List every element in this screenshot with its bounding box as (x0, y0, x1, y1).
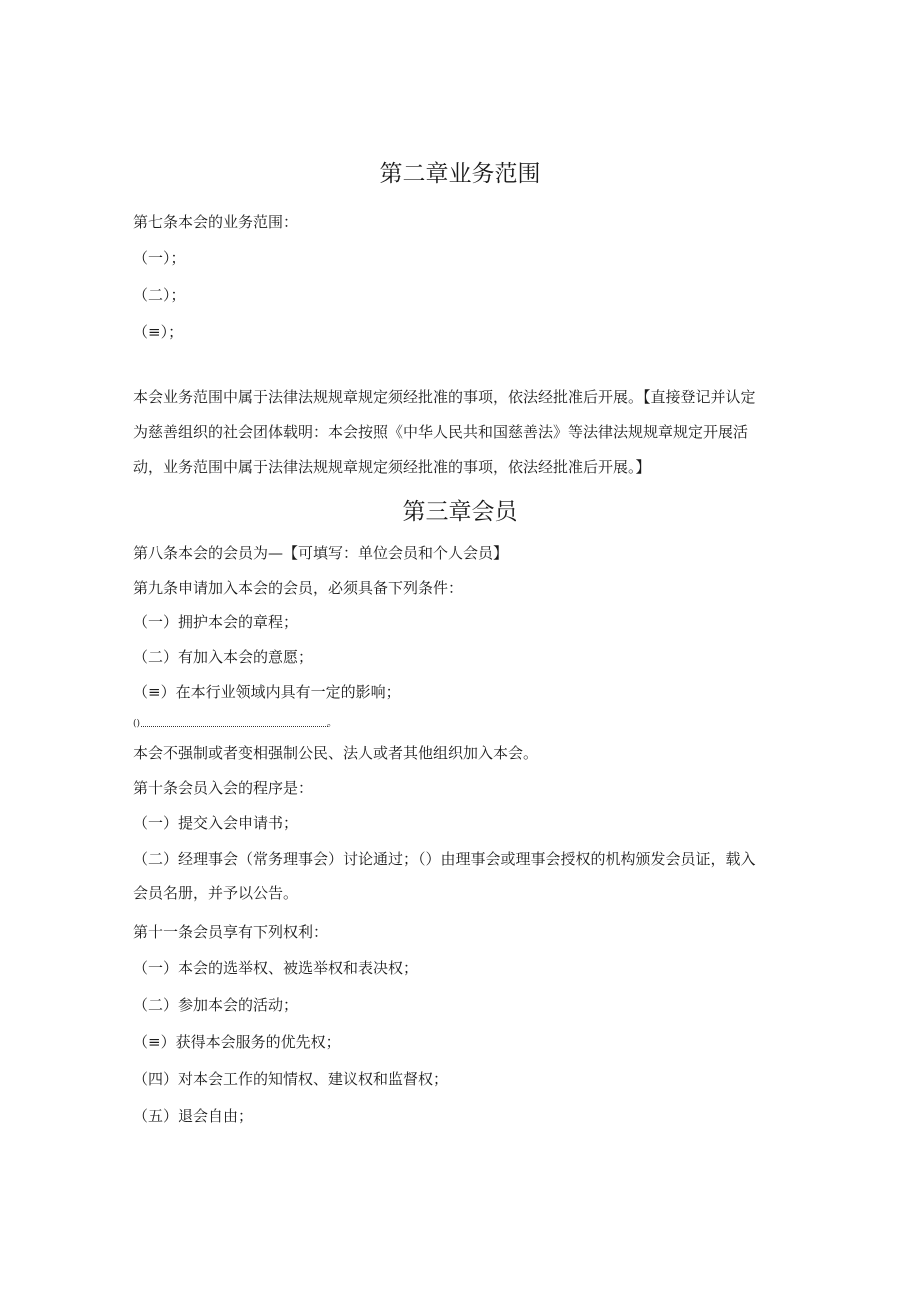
article-8: 第八条本会的会员为—【可填写：单位会员和个人会员】 (133, 544, 509, 562)
article-11-item-4: （四）对本会工作的知情权、建议权和监督权； (133, 1070, 449, 1088)
article-10-item-2-cont: 会员名册，并予以公告。 (133, 884, 299, 902)
article-10-item-2: （二）经理事会（常务理事会）讨论通过；（）由理事会或理事会授权的机构颁发会员证，载入 (133, 850, 756, 868)
business-scope-note-line-1: 本会业务范围中属于法律法规规章规定须经批准的事项，依法经批准后开展。【直接登记并认定 (133, 388, 756, 406)
article-9-item-2: （二）有加入本会的意愿； (133, 648, 314, 666)
article-7-item-3: （≡）； (133, 323, 184, 341)
article-9: 第九条申请加入本会的会员，必须具备下列条件： (133, 579, 464, 597)
blank-fill-line (133, 718, 337, 732)
no-forced-membership: 本会不强制或者变相强制公民、法人或者其他组织加入本会。 (133, 744, 539, 762)
article-7-item-1: （一）； (133, 249, 186, 267)
article-7-item-2: （二）； (133, 286, 186, 304)
article-11-item-2: （二）参加本会的活动； (133, 996, 299, 1014)
article-11-item-3: （≡）获得本会服务的优先权； (133, 1033, 341, 1051)
business-scope-note-line-3: 动，业务范围中属于法律法规规章规定须经批准的事项，依法经批准后开展。】 (133, 458, 651, 476)
chapter-3-title: 第三章会员 (402, 499, 518, 525)
article-11-item-5: （五）退会自由； (133, 1107, 254, 1125)
article-9-item-3: （≡）在本行业领域内具有一定的影响； (133, 683, 401, 701)
article-10: 第十条会员入会的程序是： (133, 779, 314, 797)
article-9-item-1: （一）拥护本会的章程； (133, 613, 299, 631)
article-7: 第七条本会的业务范围： (133, 213, 299, 231)
dotted-leader (141, 726, 328, 727)
blank-fill-end: 。 (327, 718, 337, 729)
article-11-item-1: （一）本会的选举权、被选举权和表决权； (133, 959, 419, 977)
article-10-item-1: （一）提交入会申请书； (133, 814, 299, 832)
article-11: 第十一条会员享有下列权利： (133, 923, 329, 941)
business-scope-note-line-2: 为慈善组织的社会团体载明：本会按照《中华人民共和国慈善法》等法律法规规章规定开展活 (133, 423, 749, 441)
chapter-2-title: 第二章业务范围 (379, 161, 541, 187)
blank-fill-open: () (133, 719, 141, 729)
